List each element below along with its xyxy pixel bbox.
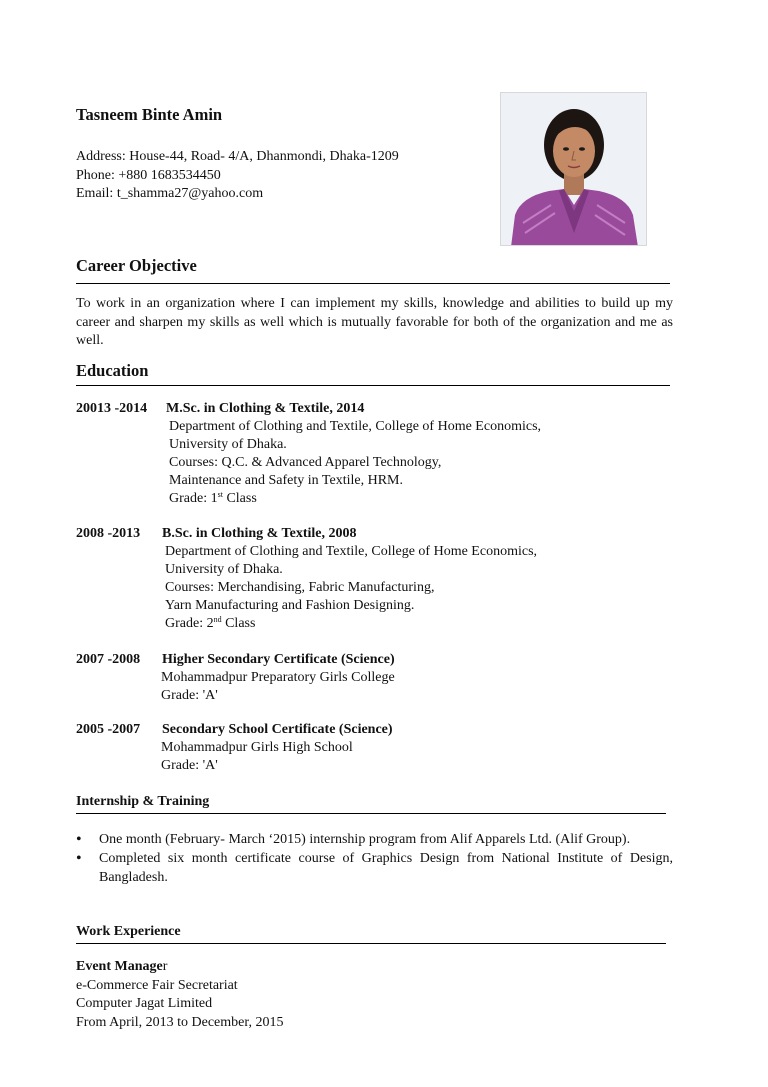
phone-line: Phone: +880 1683534450 <box>76 167 221 183</box>
contact-block <box>76 148 399 204</box>
work-rule <box>76 943 666 944</box>
education-detail-line: Mohammadpur Preparatory Girls College <box>161 670 395 685</box>
email-line: Email: t_shamma27@yahoo.com <box>76 186 264 201</box>
work-organization: e-Commerce Fair Secretariat <box>76 977 238 993</box>
education-details <box>161 669 395 705</box>
education-detail-line: University of Dhaka. <box>165 562 283 577</box>
education-grade: Grade: 2nd Class <box>165 615 256 631</box>
education-years: 2008 -2013 <box>76 526 141 541</box>
internship-rule <box>76 813 666 814</box>
education-detail-line: Mohammadpur Girls High School <box>161 740 353 755</box>
career-rule <box>76 283 670 284</box>
education-detail-line: Maintenance and Safety in Textile, HRM. <box>169 473 403 488</box>
education-years: 2005 -2007 <box>76 722 141 737</box>
internship-item: • One month (February- March ‘2015) internship program from Alif Apparels Ltd. (Alif Group). <box>76 830 673 849</box>
career-objective-heading: Career Objective <box>76 256 197 275</box>
education-heading: Education <box>76 361 149 380</box>
candidate-name: Tasneem Binte Amin <box>76 105 223 124</box>
education-years: 2007 -2008 <box>76 652 141 667</box>
education-detail-line: Yarn Manufacturing and Fashion Designing. <box>165 598 415 613</box>
internship-item: • Completed six month certificate course of Graphics Design from National Institute of Design, Bangladesh. <box>76 849 673 887</box>
education-details <box>169 418 541 508</box>
portrait-icon <box>501 93 647 246</box>
work-entry <box>76 958 283 1032</box>
work-period: From April, 2013 to December, 2015 <box>76 1014 284 1030</box>
work-role: Event Manager <box>76 959 168 974</box>
address-line: Address: House-44, Road- 4/A, Dhanmondi, Dhaka-1209 <box>76 149 399 164</box>
education-detail-line: Department of Clothing and Textile, College of Home Economics, <box>165 544 538 559</box>
work-company: Computer Jagat Limited <box>76 996 213 1011</box>
education-grade: Grade: 'A' <box>161 758 218 773</box>
education-details <box>165 543 537 633</box>
internship-heading: Internship & Training <box>76 794 210 809</box>
education-degree: Secondary School Certificate (Science) <box>162 722 393 737</box>
education-degree: M.Sc. in Clothing & Textile, 2014 <box>166 401 365 416</box>
education-degree: B.Sc. in Clothing & Textile, 2008 <box>162 526 357 541</box>
education-grade: Grade: 'A' <box>161 688 218 703</box>
education-years: 20013 -2014 <box>76 401 148 416</box>
career-objective-text: To work in an organization where I can implement my skills, knowledge and abilities to build up my career and sharpen my skills as well which is mutually favorable for both of the organization and me as well. <box>76 296 673 348</box>
internship-list <box>76 830 673 887</box>
education-detail-line: Department of Clothing and Textile, College of Home Economics, <box>169 419 542 434</box>
profile-photo <box>500 92 647 246</box>
education-detail-line: University of Dhaka. <box>169 437 287 452</box>
education-detail-line: Courses: Q.C. & Advanced Apparel Technology, <box>169 455 442 470</box>
education-detail-line: Courses: Merchandising, Fabric Manufacturing, <box>165 580 435 595</box>
education-degree: Higher Secondary Certificate (Science) <box>162 652 395 667</box>
education-rule <box>76 385 670 386</box>
work-experience-heading: Work Experience <box>76 924 181 939</box>
education-grade: Grade: 1st Class <box>169 490 257 506</box>
education-details <box>161 739 353 775</box>
